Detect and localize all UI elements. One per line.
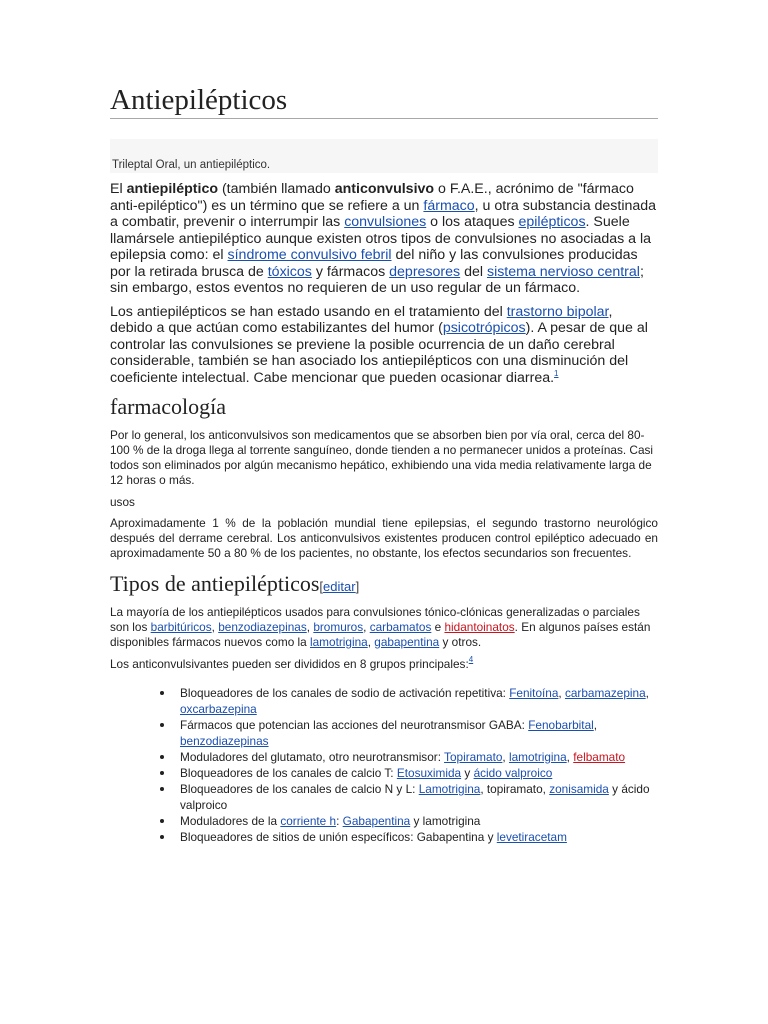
- link-lamotrigina-3[interactable]: Lamotrigina: [418, 782, 481, 796]
- link-gabapentina[interactable]: gabapentina: [374, 635, 440, 649]
- link-carbamazepina[interactable]: carbamazepina: [564, 686, 646, 700]
- link-gabapentina-2[interactable]: Gabapentina: [342, 814, 411, 828]
- reference-link-4[interactable]: 4: [468, 655, 474, 664]
- list-item: Moduladores del glutamato, otro neurotransmisor: Topiramato, lamotrigina, felbamato: [110, 749, 658, 765]
- image-caption: Trileptal Oral, un antiepiléptico.: [112, 159, 271, 171]
- link-benzodiazepinas-2[interactable]: benzodiazepinas: [180, 734, 269, 748]
- section-heading-farmacologia: farmacología: [110, 394, 227, 419]
- link-felbamato[interactable]: felbamato: [573, 750, 626, 764]
- article: [110, 0, 658, 845]
- link-barbituricos[interactable]: barbitúricos: [150, 620, 212, 634]
- link-hidantoinatos[interactable]: hidantoinatos: [444, 620, 515, 634]
- link-fenitoina[interactable]: Fenitoína: [509, 686, 559, 700]
- link-levetiracetam[interactable]: levetiracetam: [496, 830, 567, 844]
- link-lamotrigina-2[interactable]: lamotrigina: [508, 750, 567, 764]
- link-fenobarbital[interactable]: Fenobarbital: [528, 718, 594, 732]
- tipos-paragraph-2: Los anticonvulsivantes pueden ser divididos en 8 grupos principales:$^4$: [110, 655, 474, 671]
- list-item: Moduladores de la corriente h: Gabapentina y lamotrigina: [110, 813, 658, 829]
- link-depresores[interactable]: depresores: [389, 263, 461, 280]
- term-antiepileptico: antiepiléptico: [126, 181, 219, 197]
- link-topiramato[interactable]: Topiramato: [444, 750, 503, 764]
- link-epilepticos[interactable]: epilépticos: [518, 214, 586, 230]
- link-zonisamida[interactable]: zonisamida: [549, 782, 609, 796]
- link-convulsiones[interactable]: convulsiones: [344, 214, 427, 230]
- list-item: Fármacos que potencian las acciones del neurotransmisor GABA: Fenobarbital, benzodiazepinas: [110, 717, 658, 749]
- edit-section-control: [editar]: [319, 579, 360, 594]
- link-oxcarbazepina[interactable]: oxcarbazepina: [180, 702, 257, 716]
- usos-label: usos: [110, 495, 135, 509]
- link-trastorno-bipolar[interactable]: trastorno bipolar: [506, 303, 609, 320]
- reference-link-1[interactable]: 1: [554, 368, 559, 378]
- page-title: Antiepilépticos: [110, 0, 658, 119]
- list-item: Bloqueadores de los canales de calcio T: Etosuximida y ácido valproico: [110, 765, 658, 781]
- link-toxicos[interactable]: tóxicos: [267, 263, 312, 280]
- term-anticonvulsivo: anticonvulsivo: [334, 181, 435, 197]
- farmacologia-paragraph: Por lo general, los anticonvulsivos son medicamentos que se absorben bien por vía oral, cerca del 80-100 % de la droga llega al torrente sanguíneo, donde tienden a no permanecer unidos a proteínas. Casi todos son eliminados por algún mecanismo hepático, exhibiendo una vida media relativamente larga de 12 horas o más.: [110, 428, 654, 487]
- list-item: Bloqueadores de los canales de calcio N y L: Lamotrigina, topiramato, zonisamida y ácido valproico: [110, 781, 658, 813]
- tipos-paragraph-1: La mayoría de los antiepilépticos usados para convulsiones tónico-clónicas generalizadas o parciales son los barbitúricos, benzodiazepinas, bromuros, carbamatos e hidantoinatos. En algunos países están disponibles fármacos nuevos como la lamotrigina, gabapentina y otros.: [110, 605, 651, 649]
- link-sindrome-convulsivo-febril[interactable]: síndrome convulsivo febril: [227, 247, 392, 263]
- section-heading-tipos: Tipos de antiepilépticos[editar]: [110, 571, 360, 596]
- link-farmaco[interactable]: fármaco: [423, 197, 475, 214]
- link-psicotropicos[interactable]: psicotrópicos: [442, 320, 526, 336]
- intro-paragraph-1: El antiepiléptico (también llamado anticonvulsivo o F.A.E., acrónimo de "fármaco anti-epiléptico") es un término que se refiere a un fármaco, u otra substancia destinada a combatir, prevenir o interrumpir las convulsiones o los ataques epilépticos. Suele llamársele antiepiléptico aunque existen otros tipos de convulsiones no asociadas a la epilepsia como: el síndrome convulsivo febril del niño y las convulsiones producidas por la retirada brusca de tóxicos y fármacos depresores del sistema nervioso central; sin embargo, estos eventos no requieren de un uso regular de un fármaco.: [110, 181, 657, 296]
- link-lamotrigina[interactable]: lamotrigina: [310, 635, 368, 649]
- link-carbamatos[interactable]: carbamatos: [369, 620, 432, 634]
- intro-paragraph-2: Los antiepilépticos se han estado usando en el tratamiento del trastorno bipolar, debido a que actúan como estabilizantes del humor (psicotrópicos). A pesar de que al controlar las convulsiones se previene la posible ocurrencia de un daño cerebral considerable, también se han asociado los antiepilépticos con una disminución del coeficiente intelectual. Cabe mencionar que pueden ocasionar diarrea.$^1$: [110, 303, 648, 386]
- list-item: Bloqueadores de sitios de unión específicos: Gabapentina y levetiracetam: [110, 829, 658, 845]
- link-acido-valproico[interactable]: ácido valproico: [473, 766, 553, 780]
- link-benzodiazepinas[interactable]: benzodiazepinas: [218, 620, 307, 634]
- link-bromuros[interactable]: bromuros: [313, 620, 364, 634]
- image-caption-box: [110, 139, 658, 173]
- link-etosuximida[interactable]: Etosuximida: [396, 766, 462, 780]
- list-item: Bloqueadores de los canales de sodio de activación repetitiva: Fenitoína, carbamazepina, oxcarbazepina: [110, 685, 658, 717]
- link-corriente-h[interactable]: corriente h: [280, 814, 337, 828]
- edit-section-link[interactable]: editar: [323, 579, 356, 594]
- link-sistema-nervioso-central[interactable]: sistema nervioso central: [486, 263, 640, 280]
- groups-list: [110, 685, 658, 845]
- usos-paragraph: Aproximadamente 1 % de la población mundial tiene epilepsias, el segundo trastorno neurológico después del derrame cerebral. Los anticonvulsivos existentes producen control epiléptico adecuado en aproximadamente 50 a 80 % de los pacientes, no obstante, los efectos secundarios son frecuentes.: [110, 516, 658, 560]
